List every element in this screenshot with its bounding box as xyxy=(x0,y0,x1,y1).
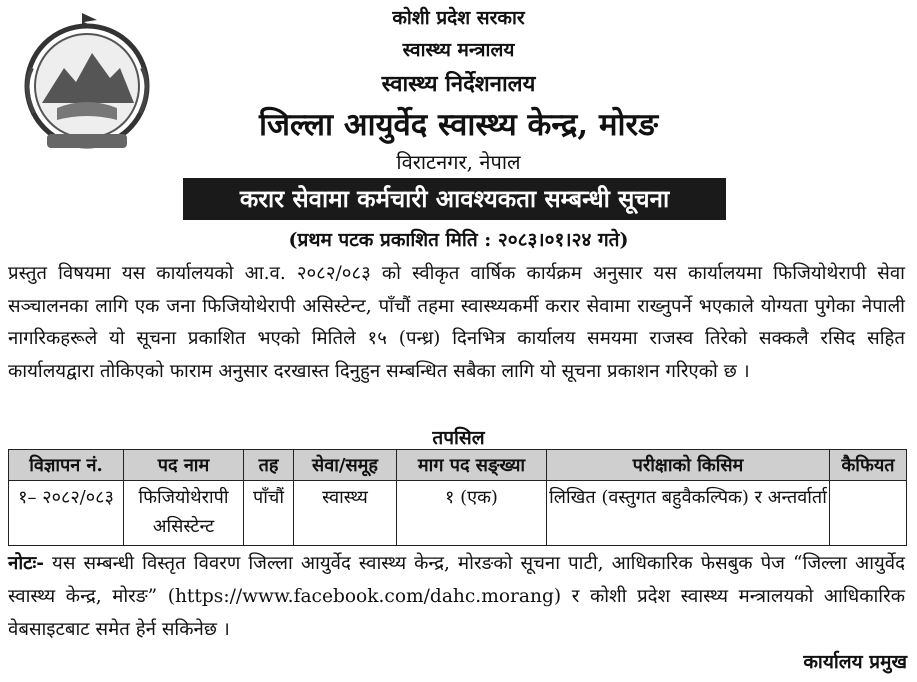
cell-remarks xyxy=(830,481,907,546)
office-address: विराटनगर, नेपाल xyxy=(396,150,521,174)
column-header-service: सेवा/समूह xyxy=(294,450,397,481)
column-header-ad-no: विज्ञापन नं. xyxy=(9,450,124,481)
notice-body-paragraph: प्रस्तुत विषयमा यस कार्यालयको आ.व. २०८२/०८३ को स्वीकृत वार्षिक कार्यक्रम अनुसार यस कार्यालयमा फिजियोथेरापी सेवा सञ्चालनका लागि एक जना फिजियोथेरापी असिस्टेन्ट, पाँचौं तहमा स्वास्थ्यकर्मी करार सेवामा राख्नुपर्ने भएकाले योग्यता पुगेका नेपाली नागरिकहरूले यो सूचना प्रकाशित भएको मितिले १५ (पन्ध्र) दिनभित्र कार्यालय समयमा राजस्व तिरेको सक्कलै रसिद सहित कार्यालयद्वारा तोकिएको फाराम अनुसार दरखास्त दिनुहुन सम्बन्धित सबैका लागि यो सूचना प्रकाशन गरिएको छ । xyxy=(8,263,905,382)
office-name: जिल्ला आयुर्वेद स्वास्थ्य केन्द्र, मोरङ xyxy=(259,107,658,143)
table-header-row xyxy=(9,450,907,481)
cell-service: स्वास्थ्य xyxy=(294,481,397,546)
ministry-name: स्वास्थ्य मन्त्रालय xyxy=(402,39,515,61)
cell-exam: लिखित (वस्तुगत बहुवैकल्पिक) र अन्तर्वार्ता xyxy=(547,481,830,546)
column-header-post: पद नाम xyxy=(124,450,244,481)
directorate-name: स्वास्थ्य निर्देशनालय xyxy=(381,71,536,97)
schedule-title: तपसिल xyxy=(432,427,485,449)
cell-level: पाँचौं xyxy=(244,481,294,546)
cell-ad-no: १– २०८२/०८३ xyxy=(9,481,124,546)
column-header-count: माग पद सङ्ख्या xyxy=(397,450,547,481)
note-paragraph xyxy=(8,547,905,646)
cell-count: १ (एक) xyxy=(397,481,547,546)
notice-title-banner: करार सेवामा कर्मचारी आवश्यकता सम्बन्धी सूचना xyxy=(183,178,726,220)
cell-post: फिजियोथेरापी असिस्टेन्ट xyxy=(124,481,244,546)
vacancy-table xyxy=(8,449,907,546)
province-government-name: कोशी प्रदेश सरकार xyxy=(392,7,525,29)
note-text: यस सम्बन्धी विस्तृत विवरण जिल्ला आयुर्वेद स्वास्थ्य केन्द्र, मोरङको सूचना पाटी, आधिकारिक फेसबुक पेज “जिल्ला आयुर्वेद स्वास्थ्य केन्द्र, मोरङ” (https://www.facebook.com/dahc.morang) र कोशी प्रदेश स्वास्थ्य मन्त्रालयको आधिकारिक वेबसाइटबाट समेत हेर्न सकिनेछ । xyxy=(8,553,905,640)
signature-office-chief: कार्यालय प्रमुख xyxy=(803,651,907,673)
note-label: नोटः- xyxy=(8,553,44,574)
table-row xyxy=(9,481,907,546)
publication-date: (प्रथम पटक प्रकाशित मिति : २०८३।०१।२४ गते) xyxy=(288,229,629,251)
column-header-remarks: कैफियत xyxy=(830,450,907,481)
column-header-level: तह xyxy=(244,450,294,481)
column-header-exam: परीक्षाको किसिम xyxy=(547,450,830,481)
